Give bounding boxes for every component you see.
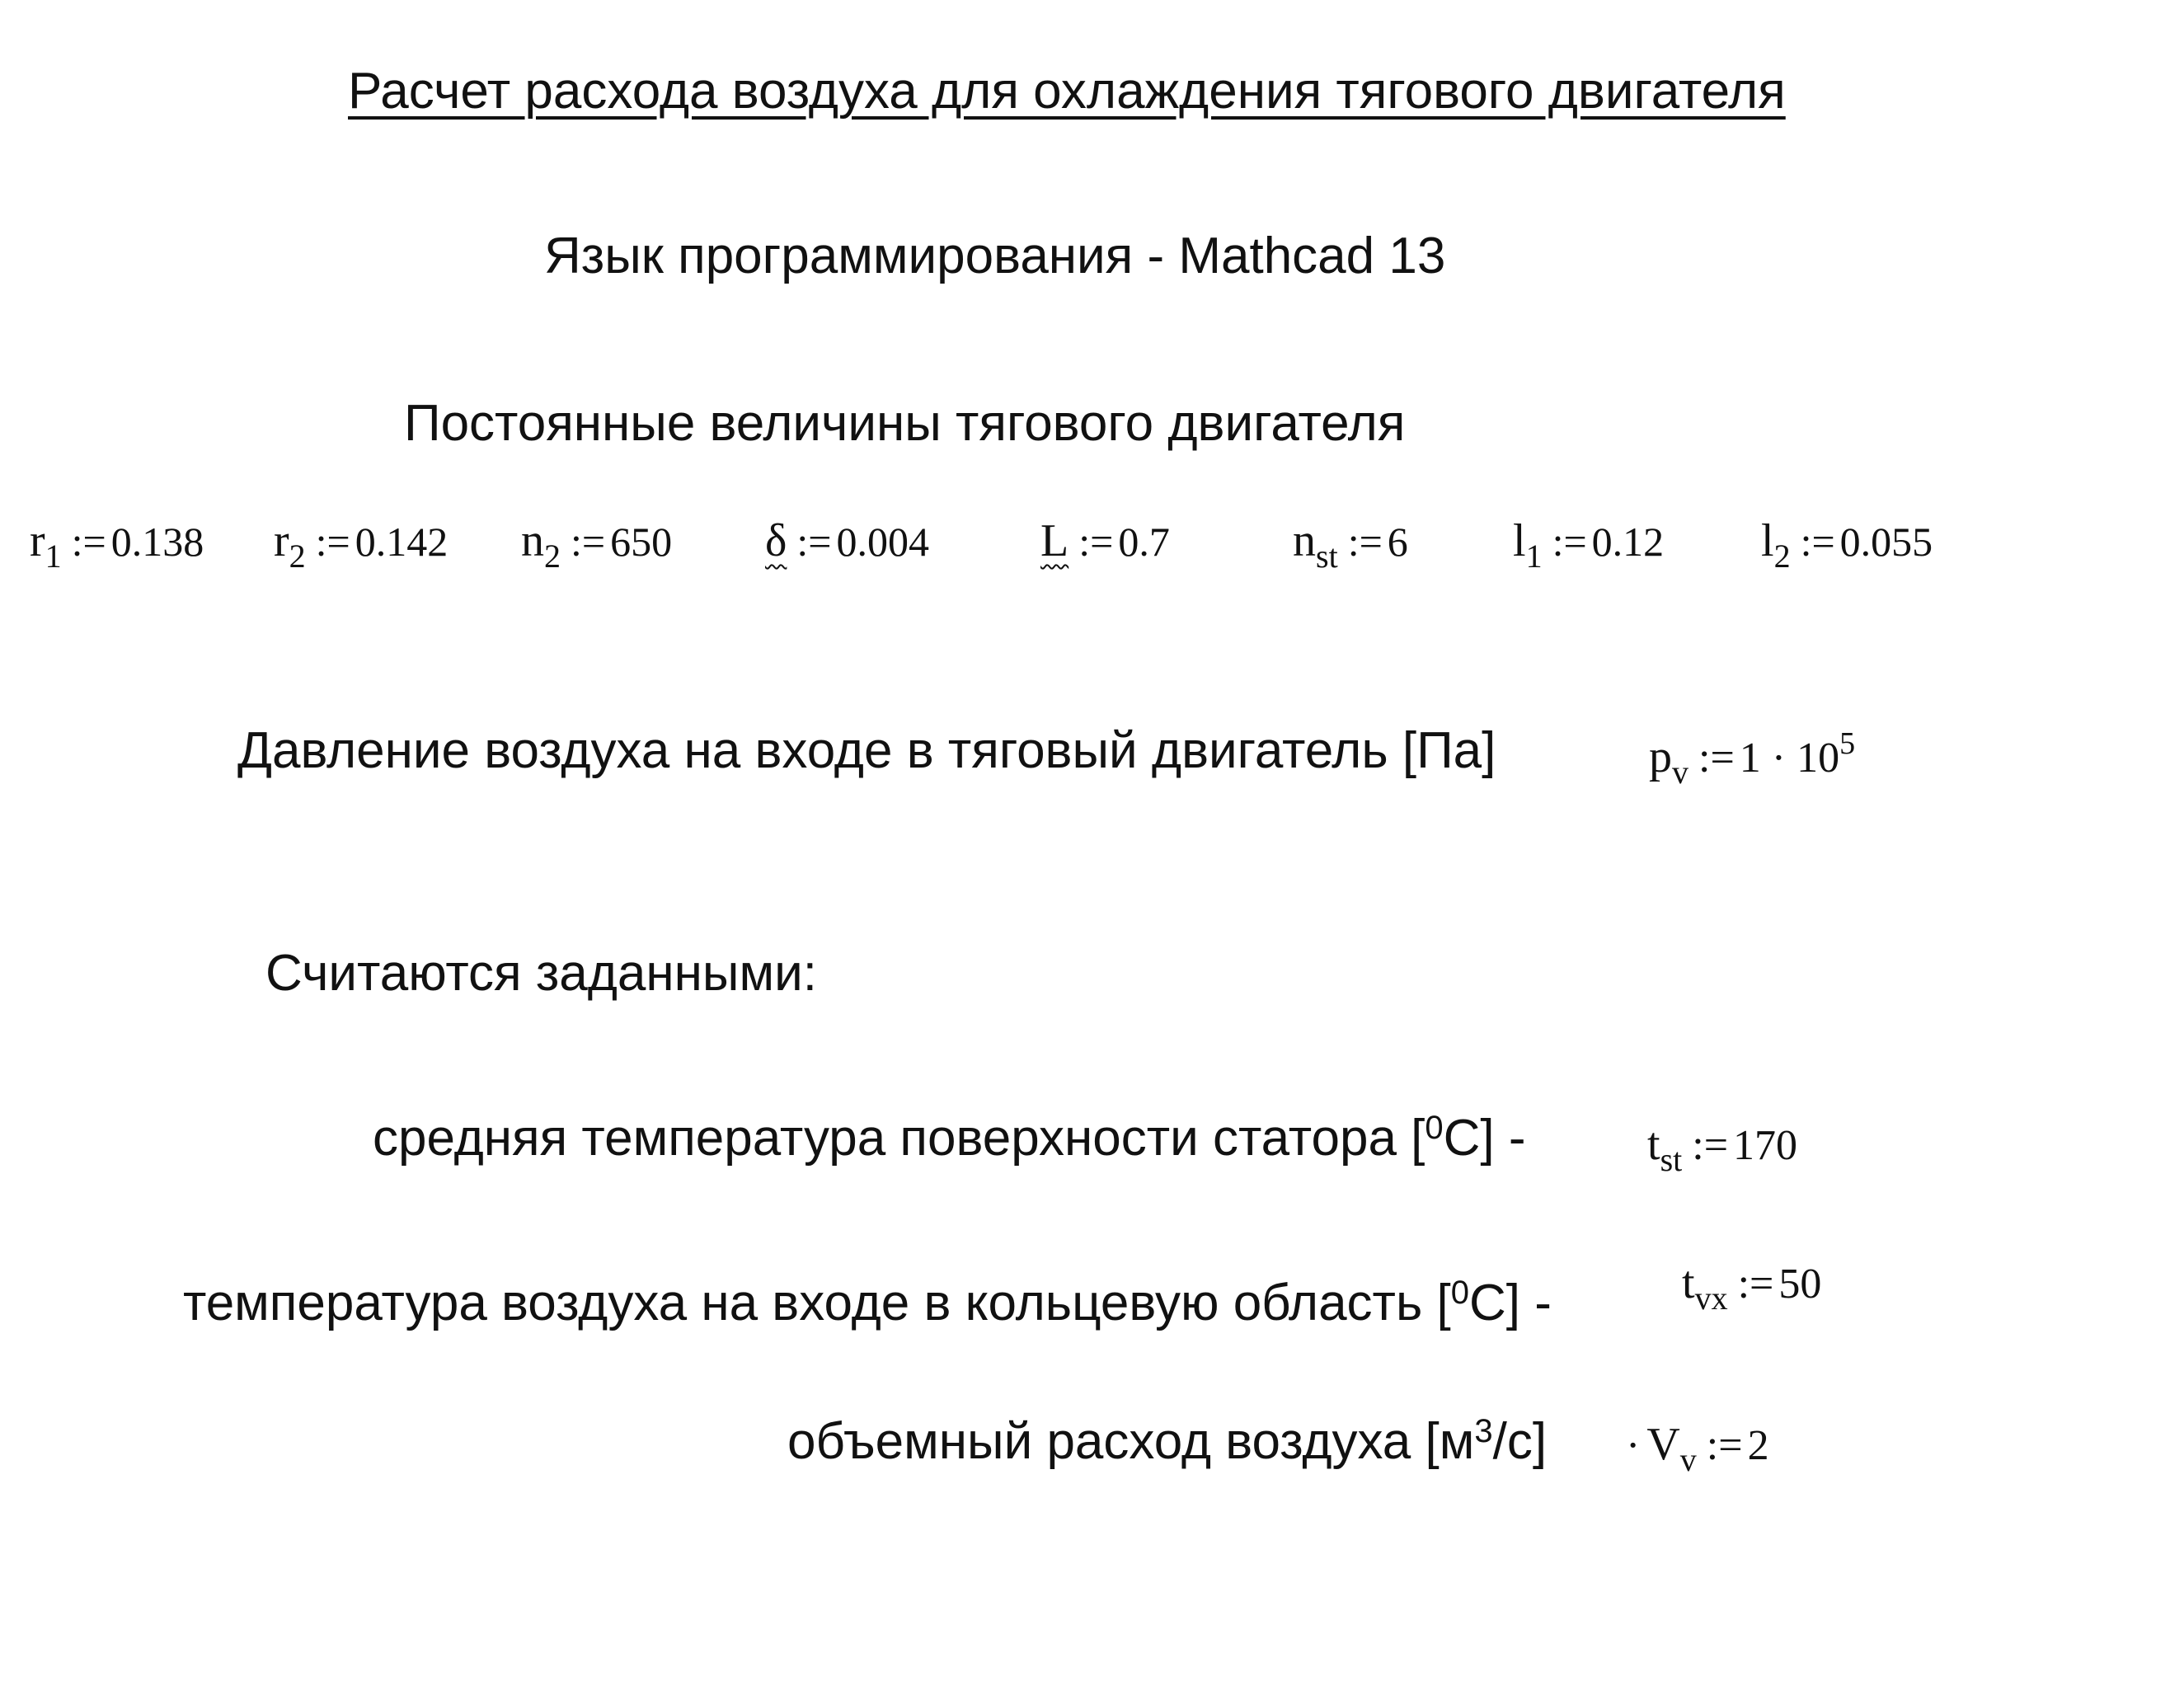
inlet-temp-sub: vx	[1694, 1280, 1728, 1317]
pressure-label: Давление воздуха на входе в тяговый двигатель [Па]	[237, 722, 1496, 779]
stator-temp-label-text: средняя температура поверхности статора [	[373, 1110, 1425, 1167]
multiply-dot: ·	[1626, 1422, 1641, 1469]
inlet-temp-label	[183, 1275, 1552, 1331]
constant-value: 0.12	[1591, 519, 1665, 565]
assign-operator: :=	[1706, 1422, 1743, 1469]
constant-var: δ	[765, 515, 787, 566]
constant-value: 0.138	[110, 519, 204, 565]
constant-delta	[765, 515, 929, 566]
constant-sub: 2	[289, 538, 306, 575]
constant-var: r	[274, 515, 289, 566]
degree-superscript: 0	[1425, 1110, 1444, 1146]
degree-superscript: 0	[1450, 1275, 1469, 1311]
document-title: Расчет расхода воздуха для охлаждения тягового двигателя	[348, 63, 1786, 120]
constant-sub: 2	[1773, 538, 1791, 575]
pressure-value: 1 · 10	[1739, 735, 1840, 782]
assign-operator: :=	[1347, 519, 1383, 565]
assign-operator: :=	[1692, 1122, 1729, 1169]
assign-operator: :=	[1800, 519, 1835, 565]
stator-temp-var: t	[1647, 1119, 1660, 1170]
constant-var: l	[1761, 515, 1774, 566]
given-heading: Считаются заданными:	[265, 945, 817, 1002]
constant-value: 0.055	[1839, 519, 1933, 565]
stator-temp-sub: st	[1660, 1141, 1683, 1178]
flow-label-text: объемный расход воздуха [м	[787, 1413, 1475, 1470]
constant-sub: 1	[45, 538, 62, 575]
constant-var: n	[521, 515, 544, 566]
flow-value: 2	[1747, 1422, 1769, 1469]
constant-r1	[30, 515, 204, 575]
inlet-temp-equation	[1682, 1257, 1822, 1317]
cubic-superscript: 3	[1474, 1413, 1493, 1449]
stator-temp-equation	[1647, 1119, 1798, 1178]
stator-temp-value: 170	[1733, 1122, 1798, 1169]
flow-unit: /с]	[1492, 1413, 1548, 1470]
constant-value: 0.7	[1118, 519, 1170, 565]
constants-heading: Постоянные величины тягового двигателя	[404, 395, 1406, 452]
constant-var: n	[1293, 515, 1316, 566]
constant-var: r	[30, 515, 45, 566]
constant-l2	[1761, 515, 1933, 575]
assign-operator: :=	[1552, 519, 1587, 565]
flow-var: V	[1646, 1419, 1680, 1470]
constant-L	[1040, 515, 1170, 566]
assign-operator: :=	[571, 519, 606, 565]
constant-sub: 2	[544, 538, 561, 575]
stator-temp-label	[373, 1110, 1526, 1167]
inlet-temp-value: 50	[1778, 1261, 1822, 1308]
assign-operator: :=	[71, 519, 106, 565]
flow-sub: v	[1679, 1441, 1697, 1478]
constant-value: 0.142	[355, 519, 449, 565]
pressure-var: p	[1649, 731, 1672, 782]
flow-label	[787, 1413, 1548, 1470]
inlet-temp-label-text: температура воздуха на входе в кольцевую область [	[183, 1275, 1451, 1331]
language-line: Язык программирования - Mathcad 13	[544, 228, 1446, 284]
constant-sub: 1	[1525, 538, 1543, 575]
constant-sub: st	[1316, 538, 1338, 575]
assign-operator: :=	[315, 519, 350, 565]
assign-operator: :=	[1737, 1261, 1774, 1308]
constant-n2	[521, 515, 673, 575]
constant-value: 0.004	[836, 519, 929, 565]
assign-operator: :=	[1078, 519, 1114, 565]
constant-value: 650	[610, 519, 673, 565]
inlet-temp-var: t	[1682, 1257, 1695, 1308]
constant-l1	[1513, 515, 1665, 575]
pressure-sub: v	[1672, 754, 1688, 791]
assign-operator: :=	[796, 519, 832, 565]
constant-r2	[274, 515, 449, 575]
pressure-exponent: 5	[1839, 726, 1856, 761]
assign-operator: :=	[1698, 735, 1735, 782]
constant-var: l	[1513, 515, 1526, 566]
pressure-equation	[1649, 726, 1856, 791]
constant-value: 6	[1387, 519, 1408, 565]
flow-equation	[1626, 1419, 1769, 1478]
constant-nst	[1293, 515, 1408, 575]
constant-var: L	[1040, 515, 1069, 566]
stator-temp-unit: C] -	[1443, 1110, 1526, 1167]
inlet-temp-unit: C] -	[1468, 1275, 1552, 1331]
